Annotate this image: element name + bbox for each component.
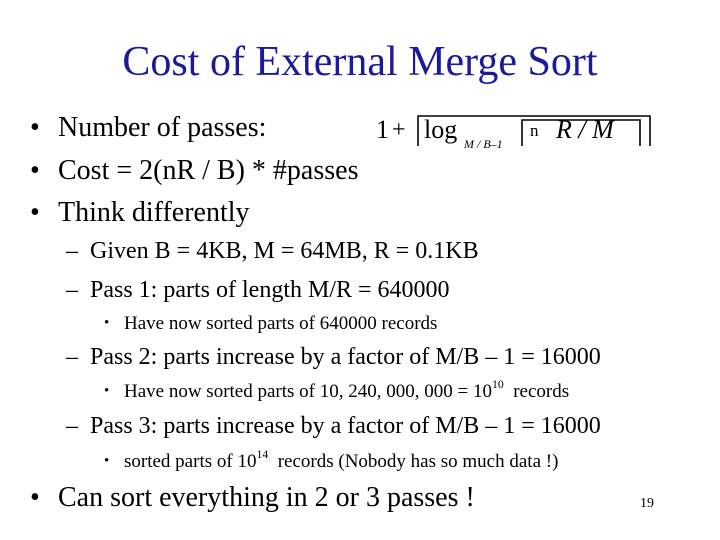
bullet-think-differently: [30, 197, 250, 229]
bullet-cost: [30, 155, 358, 187]
note-pass-2: [104, 378, 570, 403]
note-text: Have now sorted parts of 640000 records: [124, 313, 438, 334]
bullet-marker: •: [104, 383, 110, 399]
formula-plus: +: [392, 117, 406, 143]
note-pass-3: [104, 448, 559, 473]
passes-formula: [374, 108, 664, 154]
exponent: 14: [256, 448, 269, 461]
bullet-number-of-passes: [30, 112, 266, 144]
sub-item-text: Pass 3: parts increase by a factor of M/B – 1 = 16000: [90, 413, 601, 439]
sub-item-pass-2: [66, 344, 601, 371]
formula-n: n: [530, 121, 539, 140]
bullet-marker: •: [104, 453, 110, 469]
dash-marker: –: [66, 344, 78, 370]
sub-item-text: Pass 1: parts of length M/R = 640000: [90, 277, 450, 303]
bullet-conclusion: [30, 482, 475, 514]
formula-r-over-m: R / M: [556, 115, 614, 144]
page-number: 19: [640, 496, 654, 511]
bullet-marker: •: [30, 482, 40, 513]
bullet-text: Think differently: [58, 197, 250, 228]
note-text: sorted parts of 10: [124, 451, 257, 472]
bullet-marker: •: [104, 315, 110, 331]
sub-item-text: Given B = 4KB, M = 64MB, R = 0.1KB: [90, 238, 479, 264]
sub-item-pass-1: [66, 277, 450, 304]
note-pass-1: [104, 313, 437, 335]
sub-item-given: [66, 238, 479, 265]
formula-log-base: M / B–1: [464, 137, 503, 151]
dash-marker: –: [66, 277, 78, 303]
sub-item-pass-3: [66, 413, 601, 440]
bullet-text: Can sort everything in 2 or 3 passes !: [58, 482, 475, 513]
formula-log: log: [424, 115, 458, 144]
bullet-marker: •: [30, 112, 40, 143]
note-text: Have now sorted parts of 10, 240, 000, 000 = 10: [124, 381, 492, 402]
bullet-text: Number of passes:: [58, 112, 267, 143]
formula-one: 1: [376, 115, 389, 144]
bullet-marker: •: [30, 155, 40, 186]
bullet-text: Cost = 2(nR / B) * #passes: [58, 155, 359, 186]
note-text: records (Nobody has so much data !): [268, 451, 559, 472]
bullet-marker: •: [30, 197, 40, 228]
dash-marker: –: [66, 413, 78, 439]
exponent: 10: [491, 378, 504, 391]
dash-marker: –: [66, 238, 78, 264]
slide-title: Cost of External Merge Sort: [122, 39, 598, 85]
note-text: records: [503, 381, 570, 402]
sub-item-text: Pass 2: parts increase by a factor of M/B – 1 = 16000: [90, 344, 601, 370]
